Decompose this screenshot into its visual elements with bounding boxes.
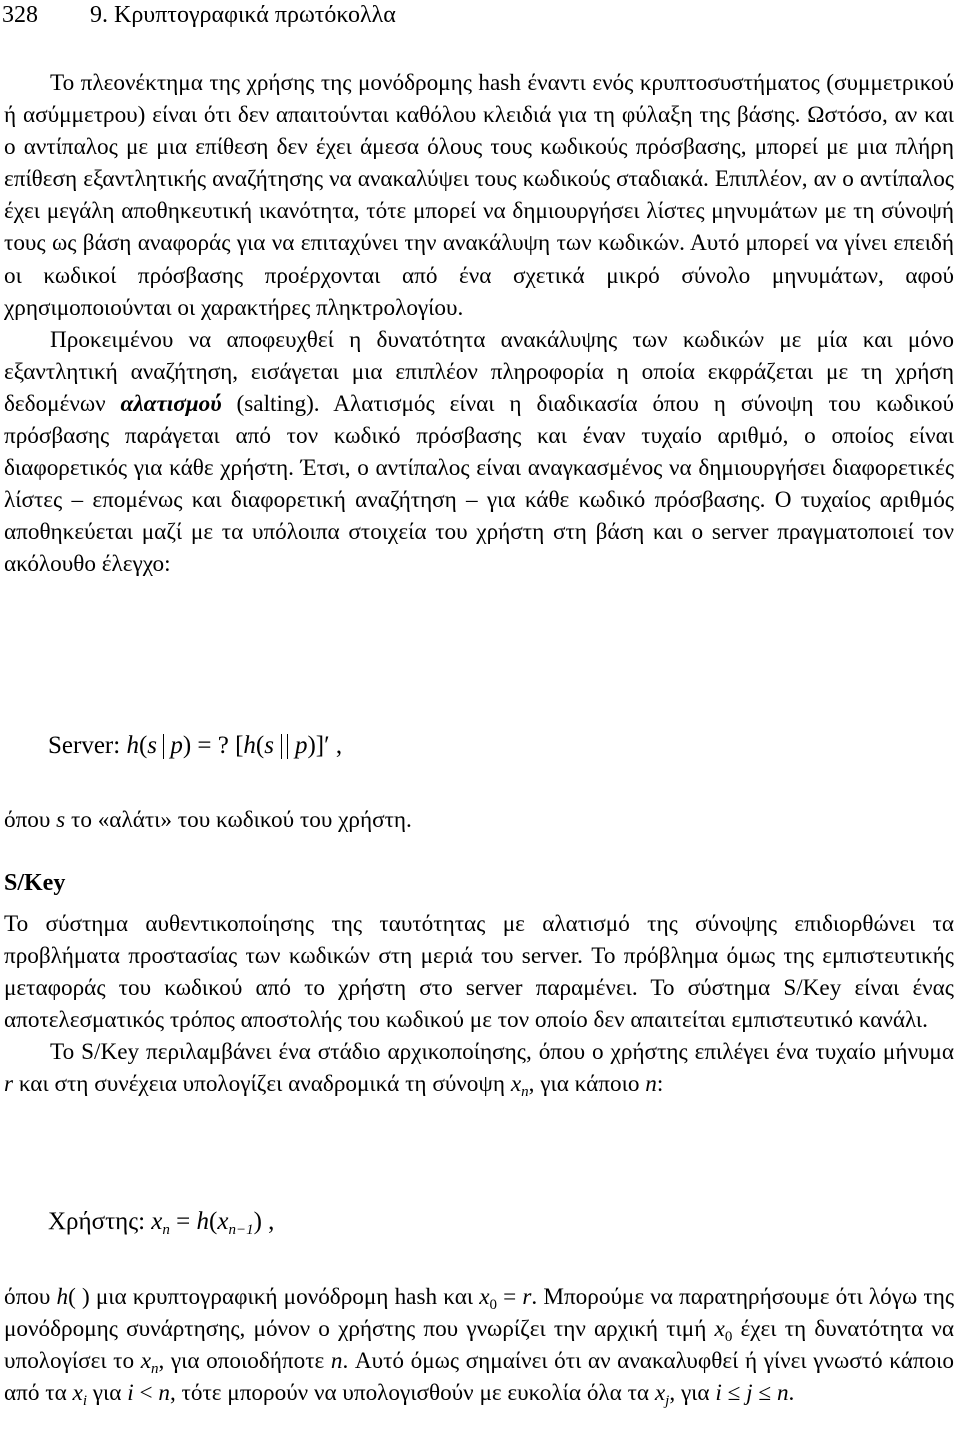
body-text-lower [4,1281,954,1409]
paragraph-skey-property: όπου h( ) μια κρυπτογραφική μονόδρομη hash και $x_0 = r$. Μπορούμε να παρατηρήσουμε ότι λόγω της μονόδρομης συνάρτησης, μόνον ο χρήστης που γνωρίζει την αρχική τιμή $x_0$ έχει τη δυνατότητα να υπολογίσει το $x_n$, για οποιοδήποτε n. Αυτό όμως σημαίνει ότι αν ανακαλυφθεί ή γίνει γνωστό κάποιο από τα $x_i$ για i < n, τότε μπορούν να υπολογισθούν με ευκολία όλα τα $x_j$, για i ≤ j ≤ n. [4,1284,955,1410]
chapter-title: 9. Κρυπτογραφικά πρωτόκολλα [90,2,396,28]
paragraph-skey-init: Το S/Key περιλαμβάνει ένα στάδιο αρχικοποίησης, όπου ο χρήστης επιλέγει ένα τυχαίο μήνυμα r και στη συνέχεια υπολογίζει αναδρομικά τη σύνοψη $x_n$, για κάποιο n: [4,1039,954,1101]
body-text-skey [4,908,954,1101]
paragraph-salting: Προκειμένου να αποφευχθεί η δυνατότητα ανακάλυψης των κωδικών με μία και μόνο εξαντλητική αναζήτηση, εισάγεται μια επιπλέον πληροφορία η οποία εκφράζεται με τη χρήση δεδομένων αλατισμού (salting). Αλατισμός είναι η διαδικασία όπου η σύνοψη του κωδικού πρόσβασης παράγεται από τον κωδικό πρόσβασης και έναν τυχαίο αριθμό, ο οποίος είναι διαφορετικός για κάθε χρήστη. Έτσι, ο αντίπαλος είναι αναγκασμένος να δημιουργήσει διαφορετικές λίστες – επομένως και διαφορετική αναζήτηση – για κάθε κωδικό πρόσβασης. Ο τυχαίος αριθμός αποθηκεύεται μαζί με τα υπόλοιπα στοιχεία του χρήστη στη βάση και ο server πραγματοποιεί τον ακόλουθο έλεγχο: [4,326,954,578]
paragraph-skey-intro: Το σύστημα αυθεντικοποίησης της ταυτότητας με αλατισμό της σύνοψης επιδιορθώνει τα προβλήματα προστασίας των κωδικών στη μεριά του server. Το πρόβλημα όμως της εμπιστευτικής μεταφοράς του κωδικού από το χρήστη στο server παραμένει. Το σύστημα S/Key είναι ένας αποτελεσματικός τρόπος αποστολής του κωδικού με τον οποίο δεν απαιτείται εμπιστευτικό κανάλι. [4,911,954,1034]
running-header [2,0,396,30]
term-salting: αλατισμού [120,390,222,417]
section-heading-skey: S/Key [4,870,66,896]
formula1-explanation: όπου s το «αλάτι» του κωδικού του χρήστη. [4,807,412,833]
formula-server-check: Server: h(s p) = ? [h(s p)]′ , [48,732,343,759]
page-number: 328 [2,2,38,28]
body-text-upper [4,67,954,581]
paragraph-hash-advantage: Το πλεονέκτημα της χρήσης της μονόδρομης hash έναντι ενός κρυπτοσυστήματος (συμμετρικού ή ασύμμετρου) είναι ότι δεν απαιτούνται καθόλου κλειδιά για τη φύλαξη της βάσης. Ωστόσο, αν και ο αντίπαλος με μια επίθεση δεν έχει άμεσα όλους τους κωδικούς πρόσβασης, μπορεί με μια πλήρη επίθεση εξαντλητικής αναζήτησης να ανακαλύψει τους κωδικούς σταδιακά. Επιπλέον, αν ο αντίπαλος έχει μεγάλη αποθηκευτική ικανότητα, τότε μπορεί να δημιουργήσει λίστες μηνυμάτων με τη σύνοψή τους ως βάση αναφοράς για να επιταχύνει την ανακάλυψη των κωδικών. Αυτό μπορεί να γίνει επειδή οι κωδικοί πρόσβασης προέρχονται από ένα σχετικά μικρό σύνολο μηνυμάτων, αφού χρησιμοποιούνται οι χαρακτήρες πληκτρολογίου. [4,70,954,321]
formula-user-hash: Χρήστης: $x_n = h(x_{n-1})$ , [48,1208,275,1238]
